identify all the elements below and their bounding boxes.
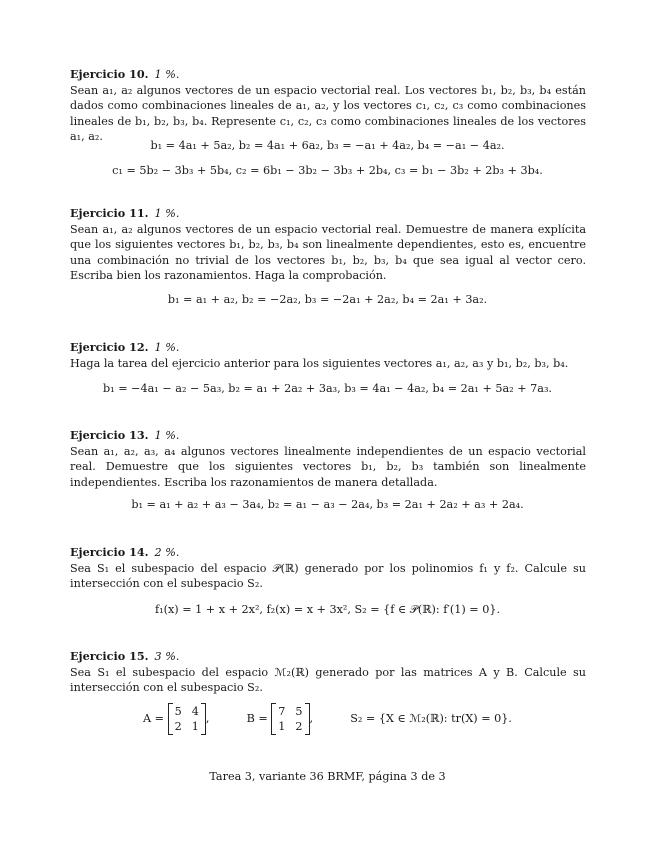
exercise-10 (70, 67, 586, 145)
matrix-b (271, 703, 309, 735)
equation-line: f₁(x) = 1 + x + 2x², f₂(x) = x + 3x², S₂ = {f ∈ 𝒫(ℝ): f′(1) = 0}. (154, 603, 501, 616)
exercise-14 (70, 545, 586, 592)
page-footer: Tarea 3, variante 36 BRMF, página 3 de 3 (209, 770, 446, 783)
exercise-percent: 2 %. (154, 546, 180, 559)
exercise-12 (70, 340, 586, 371)
exercise-text: Sean a₁, a₂ algunos vectores de un espacio vectorial real. Demuestre de manera explícita que los siguientes vectores b₁, b₂, b₃, b₄ son linealmente dependientes, esto es, encuentre una combinación no trivial de los vectores b₁, b₂, b₃, b₄ que sea igual al vector cero. Escriba bien los razonamientos. Haga la comprobación. (70, 222, 586, 283)
exercise-percent: 1 %. (154, 68, 180, 81)
exercise-title: Ejercicio 15. (70, 649, 149, 663)
exercise-13 (70, 428, 586, 490)
matrix-cell: 1 (278, 720, 286, 733)
matrix-cell: 2 (295, 720, 303, 733)
matrix-cell: 7 (278, 705, 286, 718)
matrix-a-label: A = (143, 712, 165, 725)
exercise-11 (70, 206, 586, 284)
matrix-b-label: B = (246, 712, 268, 725)
exercise-title: Ejercicio 10. (70, 67, 149, 81)
matrix-equation-line: A = 5 4 2 1 , B = 7 5 1 2 , S₂ = {X ∈ ℳ₂(ℝ): tr(X) = 0}. (143, 705, 512, 733)
matrix-cell: 5 (174, 705, 182, 718)
matrix-cell: 1 (191, 720, 199, 733)
exercise-text: Sea S₁ el subespacio del espacio 𝒫(ℝ) generado por los polinomios f₁ y f₂. Calcule su intersección con el subespacio S₂. (70, 561, 586, 591)
exercise-percent: 1 %. (154, 429, 180, 442)
subspace-s2-definition: S₂ = {X ∈ ℳ₂(ℝ): tr(X) = 0}. (350, 712, 512, 725)
exercise-percent: 3 %. (154, 650, 180, 663)
equation-line: b₁ = −4a₁ − a₂ − 5a₃, b₂ = a₁ + 2a₂ + 3a₃, b₃ = 4a₁ − 4a₂, b₄ = 2a₁ + 5a₂ + 7a₃. (103, 382, 552, 395)
exercise-text: Haga la tarea del ejercicio anterior para los siguientes vectores a₁, a₂, a₃ y b₁, b₂, b₃, b₄. (70, 356, 569, 370)
equation-line: c₁ = 5b₂ − 3b₃ + 5b₄, c₂ = 6b₁ − 3b₂ − 3b₃ + 2b₄, c₃ = b₁ − 3b₂ + 2b₃ + 3b₄. (112, 164, 543, 177)
exercise-text: Sea S₁ el subespacio del espacio ℳ₂(ℝ) generado por las matrices A y B. Calcule su intersección con el subespacio S₂. (70, 665, 586, 695)
exercise-title: Ejercicio 12. (70, 340, 149, 354)
equation-line: b₁ = a₁ + a₂, b₂ = −2a₂, b₃ = −2a₁ + 2a₂, b₄ = 2a₁ + 3a₂. (167, 293, 488, 306)
exercise-title: Ejercicio 14. (70, 545, 149, 559)
exercise-percent: 1 %. (154, 341, 180, 354)
exercise-text: Sean a₁, a₂, a₃, a₄ algunos vectores linealmente independientes de un espacio vectorial real. Demuestre que los siguientes vectores b₁, b₂, b₃ también son linealmente independientes. Escriba los razonamientos de manera detallada. (70, 444, 586, 489)
equation-line: b₁ = a₁ + a₂ + a₃ − 3a₄, b₂ = a₁ − a₃ − 2a₄, b₃ = 2a₁ + 2a₂ + a₃ + 2a₄. (131, 498, 524, 511)
exercise-title: Ejercicio 13. (70, 428, 149, 442)
equation-line: b₁ = 4a₁ + 5a₂, b₂ = 4a₁ + 6a₂, b₃ = −a₁ + 4a₂, b₄ = −a₁ − 4a₂. (150, 139, 505, 152)
matrix-a (168, 703, 206, 735)
exercise-percent: 1 %. (154, 207, 180, 220)
exercise-title: Ejercicio 11. (70, 206, 149, 220)
matrix-cell: 2 (174, 720, 182, 733)
matrix-cell: 5 (295, 705, 303, 718)
exercise-text: Sean a₁, a₂ algunos vectores de un espacio vectorial real. Los vectores b₁, b₂, b₃, b₄ están dados como combinaciones lineales de a₁, a₂, y los vectores c₁, c₂, c₃ como combinaciones lineales de b₁, b₂, b₃, b₄. Represente c₁, c₂, c₃ como combinaciones lineales de los vectores a₁, a₂. (70, 83, 586, 144)
matrix-cell: 4 (191, 705, 199, 718)
exercise-15 (70, 649, 586, 696)
